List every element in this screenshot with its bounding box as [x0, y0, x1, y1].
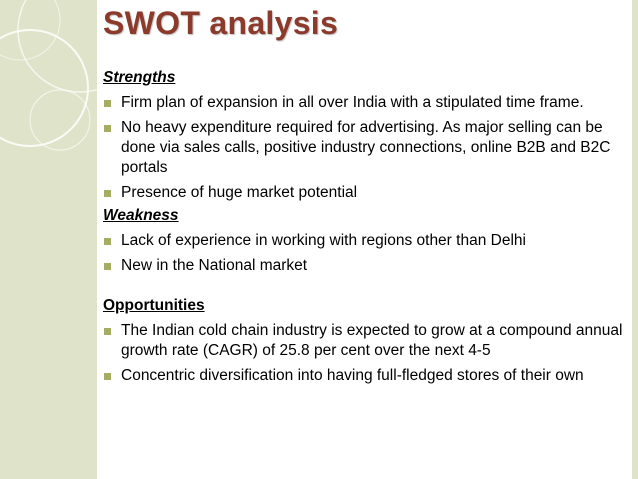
list-item: [103, 366, 623, 386]
decorative-side-band: [0, 0, 97, 479]
decorative-rings: [0, 0, 97, 479]
list-item: [103, 256, 623, 276]
decorative-ring: [30, 90, 90, 150]
list-item: [103, 231, 623, 251]
list-item-text: Lack of experience in working with regions other than Delhi: [121, 232, 526, 249]
list-item: [103, 321, 623, 361]
square-bullet-icon: [104, 190, 111, 197]
section-spacer: [103, 276, 623, 296]
list-item-text: No heavy expenditure required for advertising. As major selling can be done via sales calls, positive industry connections, online B2B and B2C portals: [121, 119, 611, 176]
opportunities-list: [103, 321, 623, 386]
decorative-right-edge: [632, 0, 638, 479]
list-item-text: New in the National market: [121, 257, 308, 274]
slide-content: [103, 68, 623, 386]
weakness-heading: Weakness: [103, 207, 179, 224]
list-item: [103, 183, 623, 203]
decorative-ring: [0, 30, 88, 146]
list-item-text: The Indian cold chain industry is expected to grow at a compound annual growth rate (CAGR) of 25.8 per cent over the next 4-5: [121, 322, 623, 359]
list-item-text: Firm plan of expansion in all over India with a stipulated time frame.: [121, 94, 584, 111]
strengths-list: [103, 93, 623, 203]
strengths-heading: Strengths: [103, 69, 176, 86]
decorative-ring: [18, 0, 97, 92]
slide-title: SWOT analysis: [103, 5, 339, 41]
square-bullet-icon: [104, 263, 111, 270]
square-bullet-icon: [104, 328, 111, 335]
list-item-text: Concentric diversification into having full-fledged stores of their own: [121, 367, 584, 384]
list-item: [103, 118, 623, 178]
square-bullet-icon: [104, 100, 111, 107]
square-bullet-icon: [104, 238, 111, 245]
square-bullet-icon: [104, 125, 111, 132]
opportunities-heading: Opportunities: [103, 297, 205, 314]
list-item-text: Presence of huge market potential: [121, 184, 358, 201]
list-item: [103, 93, 623, 113]
square-bullet-icon: [104, 373, 111, 380]
weakness-list: [103, 231, 623, 276]
